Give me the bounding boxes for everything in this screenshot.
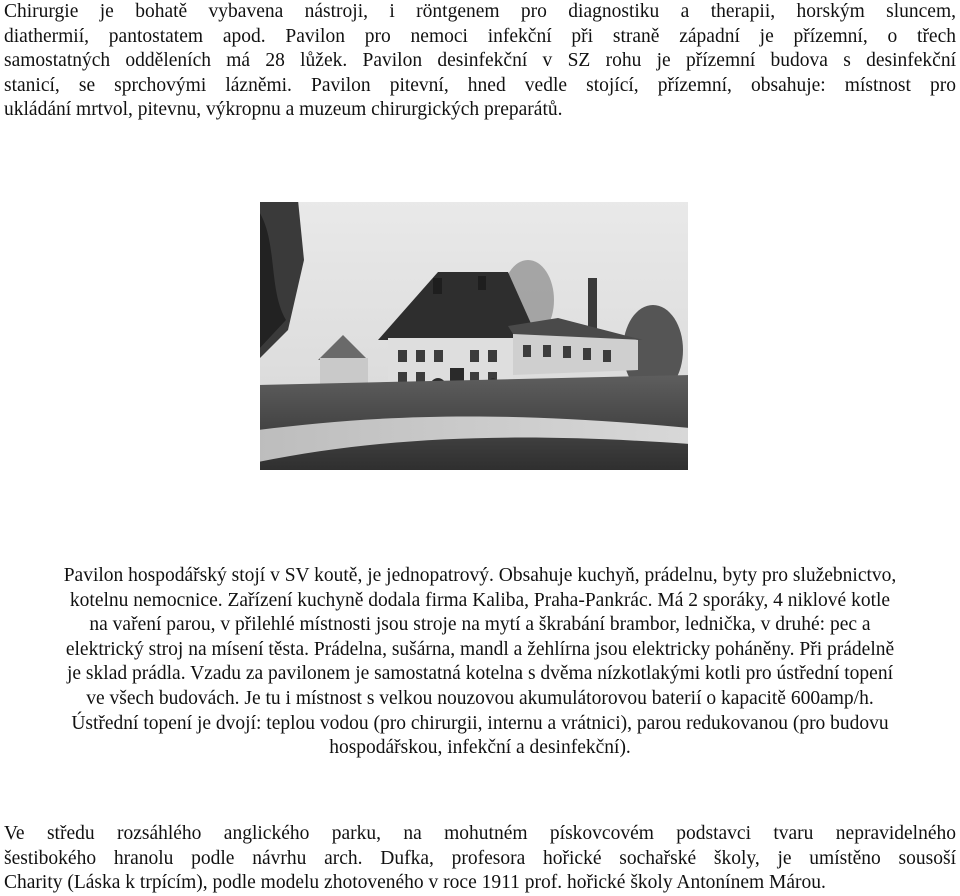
paragraph-line: ukládání mrtvol, pitevnu, výkropnu a muzeum chirurgických preparátů. [4, 99, 563, 120]
paragraph-line: Ve středu rozsáhlého anglického parku, na mohutném pískovcovém podstavci tvaru nepravidelného [4, 823, 956, 844]
paragraph-line: kotelnu nemocnice. Zařízení kuchyně dodala firma Kaliba, Praha-Pankrác. Má 2 sporáky, 4 niklové kotle [69, 589, 891, 611]
paragraph-economic-pavilion [0, 564, 960, 761]
paragraph-line: diathermií, pantostatem apod. Pavilon pro nemoci infekční při straně západní je přízemní, o třech [4, 25, 956, 47]
photo-illustration [258, 200, 690, 472]
paragraph-line: šestibokého hranolu podle návrhu arch. Dufka, profesora hořické sochařské školy, je umístěno sousoší [4, 847, 956, 869]
paragraph-line: hospodářskou, infekční a desinfekční). [329, 737, 631, 759]
paragraph-line: na vaření parou, v přilehlé místnosti jsou stroje na mytí a škrabání brambor, lednička, v druhé: pec a [89, 614, 871, 636]
paragraph-line: samostatných odděleních má 28 lůžek. Pavilon desinfekční v SZ rohu je přízemní budova s desinfekční [4, 50, 956, 71]
paragraph-surgery-pavilions [4, 0, 956, 123]
paragraph-line: stanicí, se sprchovými lázněmi. Pavilon pitevní, hned vedle stojící, přízemní, obsahuje: místnost pro [4, 74, 956, 96]
paragraph-line: Charity (Láska k trpícím), podle modelu zhotoveného v roce 1911 prof. hořické školy Antonínem Márou. [4, 872, 826, 894]
paragraph-line: elektrický stroj na mísení těsta. Prádelna, sušárna, mandl a žehlírna jsou elektricky poháněny. Při prádelně [65, 638, 895, 660]
paragraph-line: Chirurgie je bohatě vybavena nástroji, i röntgenem pro diagnostiku a therapii, horským sluncem, [4, 1, 956, 22]
hospital-building-photo [258, 200, 690, 472]
paragraph-line: je sklad prádla. Vzadu za pavilonem je samostatná kotelna s dvěma nízkotlakými kotli pro ústřední topení [66, 663, 893, 685]
paragraph-park-statue [4, 822, 956, 896]
paragraph-line: Ústřední topení je dvojí: teplou vodou (pro chirurgii, internu a vrátnici), parou redukovanou (pro budovu [71, 712, 889, 734]
paragraph-line: ve všech budovách. Je tu i místnost s velkou nouzovou akumulátorovou baterií o kapacitě 600amp/h. [86, 687, 874, 709]
paragraph-line: Pavilon hospodářský stojí v SV koutě, je jednopatrový. Obsahuje kuchyň, prádelnu, byty pro služebnictvo, [63, 565, 897, 586]
